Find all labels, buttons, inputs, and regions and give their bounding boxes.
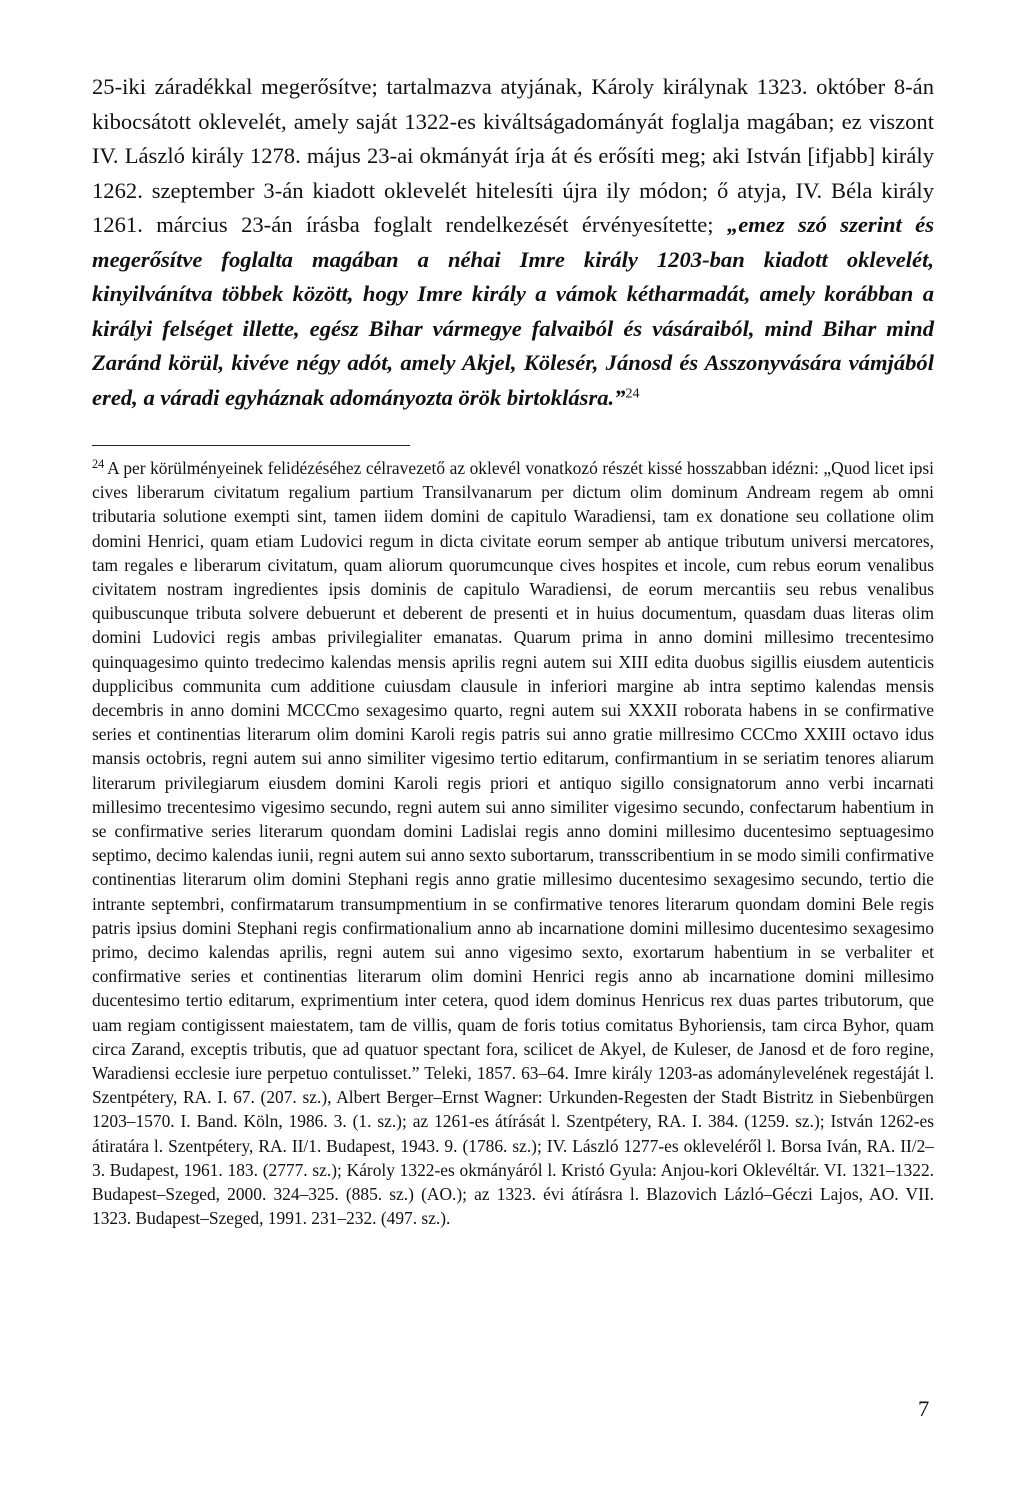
body-paragraph [92, 70, 934, 415]
footnote-divider [92, 445, 410, 446]
footnote [92, 456, 934, 1231]
footnote-number: 24 [92, 456, 105, 471]
footnote-text: A per körülményeinek felidézéséhez célravezető az oklevél vonatkozó részét kissé hosszabban idézni: „Quod licet ipsi cives liberarum civitatum regalium partium Transilvanarum per dictum olim dominum Andream regem ab omni tributaria solutione exempti sint, tamen iidem domini de capitulo Waradiensi, tam ex donatione seu collatione olim domini Henrici, quam etiam Ludovici regum in dicta civitate eorum semper ab antique tributum universi mercatores, tam regales e liberarum civitatum, quam aliorum quorumcunque cives hospites et incole, cum rebus eorum venalibus civitatem nostram ingredientes ipsis dominis de capitulo Waradiensi, de eorum mercantiis seu rebus venalibus quibuscunque tributa solvere debuerunt et deberent de presenti et in huius documentum, quasdam duas literas olim domini Ludovici regis ambas privilegialiter emanatas. Quarum prima in anno domini millesimo trecentesimo quinquagesimo quinto tredecimo kalendas mensis aprilis regni autem sui XIII edita duobus sigillis eiusdem autenticis dupplicibus communita cum additione cuiusdam clausule in inferiori margine ab intra septimo kalendas mensis decembris in anno domini MCCCmo sexagesimo quarto, regni autem sui XXXII roborata habens in se confirmative series et continentias literarum olim domini Karoli regis patris sui anno gratie millresimo CCCmo XXIII octavo idus mansis octobris, regni autem sui anno similiter vigesimo tertio editarum, confirmantium in se seriatim tenores aliarum literarum privilegiarum eiusdem domini Karoli regis priori et antiquo sigillo consignatorum anno verbi incarnati millesimo trecentesimo vigesimo secundo, regni autem sui anno similiter vigesimo secundo, confectarum habentium in se confirmative series literarum quondam domini Ladislai regis anno domini millesimo ducentesimo septuagesimo septimo, decimo kalendas iunii, regni autem sui anno sexto subortarum, transscribentium in se modo simili confirmative continentias literarum olim domini Stephani regis anno gratie millesimo ducentesimo sexagesimo secundo, tertio die intrante septembri, confirmatarum transumpmentium in se confirmative tenores literarum quondam domini Bele regis patris ipsius domini Stephani regis confirmationalium anno ab incarnatione domini millesimo ducentesimo sexagesimo primo, decimo kalendas aprilis, regni autem sui anno vigesimo sexto, exortarum habentium in se verbaliter et confirmative series et continentias literarum olim domini Henrici regis anno ab incarnatione domini millesimo ducentesimo tertio editarum, exprimentium inter cetera, quod idem dominus Henricus rex duas partes tributorum, que uam regiam contigissent maiestatem, tam de villis, quam de foris totius comitatus Byhoriensis, tam circa Byhor, quam circa Zarand, exceptis tributis, que ad quatuor spectant fora, scilicet de Akyel, de Kuleser, de Janosd et de foro regine, Waradiensi ecclesie iure perpetuo contulisset.” Teleki, 1857. 63–64. Imre király 1203-as adománylevelének regestáját l. Szentpétery, RA. I. 67. (207. sz.), Albert Berger–Ernst Wagner: Urkunden-Regesten der Stadt Bistritz in Siebenbürgen 1203–1570. I. Band. Köln, 1986. 3. (1. sz.); az 1261-es átírását l. Szentpétery, RA. I. 384. (1259. sz.); István 1262-es átiratára l. Szentpétery, RA. II/1. Budapest, 1943. 9. (1786. sz.); IV. László 1277-es okleveléről l. Borsa Iván, RA. II/2–3. Budapest, 1961. 183. (2777. sz.); Károly 1322-es okmányáról l. Kristó Gyula: Anjou-kori Oklevéltár. VI. 1321–1322. Budapest–Szeged, 2000. 324–325. (885. sz.) (AO.); az 1323. évi átírásra l. Blazovich Lázló–Géczi Lajos, AO. VII. 1323. Budapest–Szeged, 1991. 231–232. (497. sz.). [92, 458, 934, 1229]
page-number: 7 [918, 1396, 930, 1421]
footnote-reference[interactable]: 24 [625, 385, 640, 401]
body-text: 25-iki záradékkal megerősítve; tartalmazva atyjának, Károly királynak 1323. október 8-án kibocsátott oklevelét, amely saját 1322-es kiváltságadományát foglalja magában; ez viszont IV. László király 1278. május 23-ai okmányát írja át és erősíti meg; aki István [ifjabb] király 1262. szeptember 3-án kiadott oklevelét hitelesíti újra ily módon; ő atyja, IV. Béla király 1261. március 23-án írásba foglalt rendelkezését érvényesítette; [92, 74, 934, 237]
quoted-passage: „emez szó szerint és megerősítve foglalta magában a néhai Imre király 1203-ban kiadott oklevelét, kinyilvánítva többek között, hogy Imre király a vámok kétharmadát, amely korábban a királyi felséget illette, egész Bihar vármegye falvaiból és vásáraiból, mind Bihar mind Zaránd körül, kivéve négy adót, amely Akjel, Kölesér, Jánosd és Asszonyvására vámjából ered, a váradi egyháznak adományozta örök birtoklásra.” [92, 212, 934, 410]
